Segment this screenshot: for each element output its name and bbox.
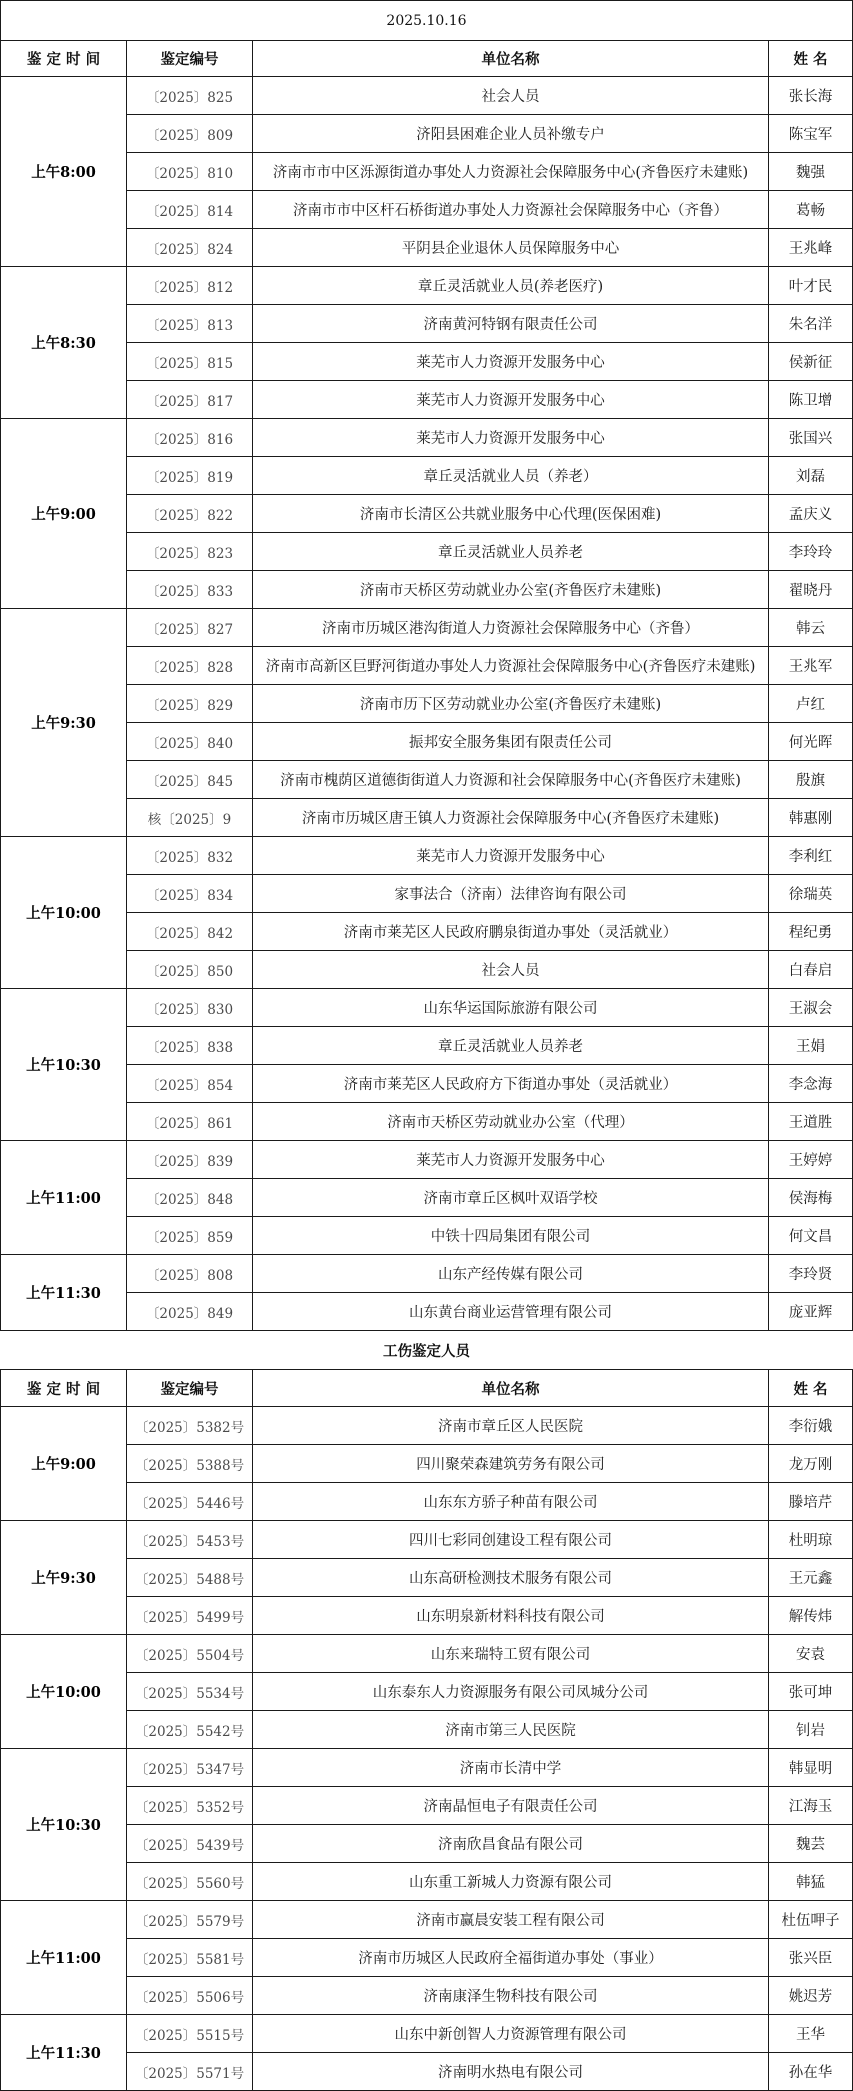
person-name: 魏强 (769, 153, 853, 191)
unit-name: 山东黄台商业运营管理有限公司 (253, 1293, 769, 1331)
unit-name: 济南市槐荫区道德街街道人力资源和社会保障服务中心(齐鲁医疗未建账) (253, 761, 769, 799)
appraisal-number: 〔2025〕5499号 (127, 1597, 253, 1635)
appraisal-number: 〔2025〕5542号 (127, 1711, 253, 1749)
person-name: 孟庆义 (769, 495, 853, 533)
unit-name: 山东来瑞特工贸有限公司 (253, 1635, 769, 1673)
appraisal-number: 〔2025〕832 (127, 837, 253, 875)
appraisal-number: 〔2025〕850 (127, 951, 253, 989)
unit-name: 四川聚荣森建筑劳务有限公司 (253, 1445, 769, 1483)
person-name: 王元鑫 (769, 1559, 853, 1597)
appraisal-number: 〔2025〕845 (127, 761, 253, 799)
appraisal-number: 〔2025〕849 (127, 1293, 253, 1331)
unit-name: 章丘灵活就业人员养老 (253, 1027, 769, 1065)
unit-name: 济南市赢晨安装工程有限公司 (253, 1901, 769, 1939)
appraisal-number: 〔2025〕5382号 (127, 1407, 253, 1445)
person-name: 李玲贤 (769, 1255, 853, 1293)
work-injury-appraisal-table (0, 1369, 853, 2091)
header-code: 鉴定编号 (127, 1370, 253, 1407)
person-name: 陈宝军 (769, 115, 853, 153)
time-slot: 上午9:30 (1, 1521, 127, 1635)
unit-name: 济南明水热电有限公司 (253, 2053, 769, 2091)
appraisal-number: 〔2025〕822 (127, 495, 253, 533)
appraisal-number: 〔2025〕808 (127, 1255, 253, 1293)
unit-name: 济南黄河特钢有限责任公司 (253, 305, 769, 343)
unit-name: 济南市高新区巨野河街道办事处人力资源社会保障服务中心(齐鲁医疗未建账) (253, 647, 769, 685)
unit-name: 莱芜市人力资源开发服务中心 (253, 837, 769, 875)
appraisal-number: 〔2025〕838 (127, 1027, 253, 1065)
schedule-date: 2025.10.16 (1, 1, 853, 41)
person-name: 叶才民 (769, 267, 853, 305)
person-name: 卢红 (769, 685, 853, 723)
unit-name: 章丘灵活就业人员(养老医疗) (253, 267, 769, 305)
unit-name: 济南欣昌食品有限公司 (253, 1825, 769, 1863)
person-name: 王兆峰 (769, 229, 853, 267)
person-name: 陈卫增 (769, 381, 853, 419)
unit-name: 平阴县企业退休人员保障服务中心 (253, 229, 769, 267)
appraisal-number: 〔2025〕5388号 (127, 1445, 253, 1483)
appraisal-number: 〔2025〕833 (127, 571, 253, 609)
person-name: 杜伍呷子 (769, 1901, 853, 1939)
appraisal-number: 〔2025〕5347号 (127, 1749, 253, 1787)
person-name: 李利红 (769, 837, 853, 875)
person-name: 张国兴 (769, 419, 853, 457)
person-name: 安袁 (769, 1635, 853, 1673)
time-slot: 上午11:30 (1, 2015, 127, 2091)
person-name: 解传炜 (769, 1597, 853, 1635)
appraisal-number: 〔2025〕816 (127, 419, 253, 457)
header-code: 鉴定编号 (127, 41, 253, 77)
unit-name: 山东华运国际旅游有限公司 (253, 989, 769, 1027)
person-name: 侯海梅 (769, 1179, 853, 1217)
unit-name: 社会人员 (253, 951, 769, 989)
person-name: 殷旗 (769, 761, 853, 799)
appraisal-number: 〔2025〕829 (127, 685, 253, 723)
appraisal-number: 〔2025〕5446号 (127, 1483, 253, 1521)
unit-name: 济南市莱芜区人民政府方下街道办事处（灵活就业） (253, 1065, 769, 1103)
appraisal-number: 〔2025〕5439号 (127, 1825, 253, 1863)
appraisal-number: 〔2025〕839 (127, 1141, 253, 1179)
unit-name: 济南市章丘区人民医院 (253, 1407, 769, 1445)
appraisal-number: 〔2025〕830 (127, 989, 253, 1027)
unit-name: 四川七彩同创建设工程有限公司 (253, 1521, 769, 1559)
unit-name: 山东中新创智人力资源管理有限公司 (253, 2015, 769, 2053)
person-name: 韩猛 (769, 1863, 853, 1901)
person-name: 江海玉 (769, 1787, 853, 1825)
unit-name: 济阳县困难企业人员补缴专户 (253, 115, 769, 153)
time-slot: 上午8:30 (1, 267, 127, 419)
appraisal-number: 〔2025〕854 (127, 1065, 253, 1103)
time-slot: 上午10:30 (1, 989, 127, 1141)
person-name: 徐瑞英 (769, 875, 853, 913)
unit-name: 莱芜市人力资源开发服务中心 (253, 1141, 769, 1179)
unit-name: 济南市长清中学 (253, 1749, 769, 1787)
person-name: 程纪勇 (769, 913, 853, 951)
person-name: 张长海 (769, 77, 853, 115)
person-name: 魏芸 (769, 1825, 853, 1863)
unit-name: 山东高研检测技术服务有限公司 (253, 1559, 769, 1597)
appraisal-number: 〔2025〕824 (127, 229, 253, 267)
appraisal-number: 〔2025〕817 (127, 381, 253, 419)
person-name: 刘磊 (769, 457, 853, 495)
appraisal-number: 〔2025〕5453号 (127, 1521, 253, 1559)
appraisal-number: 〔2025〕827 (127, 609, 253, 647)
person-name: 王娟 (769, 1027, 853, 1065)
person-name: 孙在华 (769, 2053, 853, 2091)
unit-name: 济南市历城区唐王镇人力资源社会保障服务中心(齐鲁医疗未建账) (253, 799, 769, 837)
appraisal-number: 〔2025〕809 (127, 115, 253, 153)
appraisal-number: 〔2025〕848 (127, 1179, 253, 1217)
appraisal-number: 〔2025〕823 (127, 533, 253, 571)
time-slot: 上午10:30 (1, 1749, 127, 1901)
unit-name: 社会人员 (253, 77, 769, 115)
person-name: 龙万刚 (769, 1445, 853, 1483)
time-slot: 上午11:00 (1, 1901, 127, 2015)
appraisal-number: 〔2025〕828 (127, 647, 253, 685)
appraisal-number: 〔2025〕5581号 (127, 1939, 253, 1977)
unit-name: 章丘灵活就业人员（养老） (253, 457, 769, 495)
appraisal-number: 〔2025〕840 (127, 723, 253, 761)
unit-name: 山东产经传媒有限公司 (253, 1255, 769, 1293)
time-slot: 上午9:30 (1, 609, 127, 837)
person-name: 张兴臣 (769, 1939, 853, 1977)
appraisal-number: 〔2025〕812 (127, 267, 253, 305)
section-title-work-injury: 工伤鉴定人员 (383, 1342, 470, 1360)
person-name: 韩云 (769, 609, 853, 647)
unit-name: 济南市历城区人民政府全福街道办事处（事业） (253, 1939, 769, 1977)
time-slot: 上午10:00 (1, 1635, 127, 1749)
header-unit: 单位名称 (253, 41, 769, 77)
person-name: 朱名洋 (769, 305, 853, 343)
header-name: 姓 名 (769, 1370, 853, 1407)
appraisal-number: 〔2025〕810 (127, 153, 253, 191)
header-time: 鉴 定 时 间 (1, 41, 127, 77)
unit-name: 济南市市中区杆石桥街道办事处人力资源社会保障服务中心（齐鲁） (253, 191, 769, 229)
appraisal-number: 〔2025〕861 (127, 1103, 253, 1141)
appraisal-number: 〔2025〕834 (127, 875, 253, 913)
person-name: 王婷婷 (769, 1141, 853, 1179)
person-name: 何文昌 (769, 1217, 853, 1255)
person-name: 王道胜 (769, 1103, 853, 1141)
person-name: 王兆军 (769, 647, 853, 685)
unit-name: 山东东方骄子种苗有限公司 (253, 1483, 769, 1521)
unit-name: 济南市莱芜区人民政府鹏泉街道办事处（灵活就业） (253, 913, 769, 951)
unit-name: 中铁十四局集团有限公司 (253, 1217, 769, 1255)
unit-name: 莱芜市人力资源开发服务中心 (253, 381, 769, 419)
unit-name: 济南市天桥区劳动就业办公室（代理） (253, 1103, 769, 1141)
appraisal-number: 〔2025〕859 (127, 1217, 253, 1255)
time-slot: 上午9:00 (1, 419, 127, 609)
unit-name: 济南市市中区泺源街道办事处人力资源社会保障服务中心(齐鲁医疗未建账) (253, 153, 769, 191)
unit-name: 济南市第三人民医院 (253, 1711, 769, 1749)
appraisal-number: 〔2025〕5515号 (127, 2015, 253, 2053)
person-name: 李衍娥 (769, 1407, 853, 1445)
person-name: 张可坤 (769, 1673, 853, 1711)
unit-name: 山东重工新城人力资源有限公司 (253, 1863, 769, 1901)
person-name: 白春启 (769, 951, 853, 989)
appraisal-number: 〔2025〕5352号 (127, 1787, 253, 1825)
person-name: 李念海 (769, 1065, 853, 1103)
person-name: 李玲玲 (769, 533, 853, 571)
appraisal-number: 〔2025〕825 (127, 77, 253, 115)
appraisal-number: 〔2025〕813 (127, 305, 253, 343)
appraisal-number: 核〔2025〕9 (127, 799, 253, 837)
unit-name: 济南市历下区劳动就业办公室(齐鲁医疗未建账) (253, 685, 769, 723)
person-name: 姚迟芳 (769, 1977, 853, 2015)
appraisal-number: 〔2025〕5488号 (127, 1559, 253, 1597)
person-name: 钊岩 (769, 1711, 853, 1749)
appraisal-number: 〔2025〕5506号 (127, 1977, 253, 2015)
unit-name: 振邦安全服务集团有限责任公司 (253, 723, 769, 761)
person-name: 杜明琼 (769, 1521, 853, 1559)
appraisal-number: 〔2025〕819 (127, 457, 253, 495)
appraisal-number: 〔2025〕814 (127, 191, 253, 229)
time-slot: 上午9:00 (1, 1407, 127, 1521)
person-name: 韩显明 (769, 1749, 853, 1787)
person-name: 葛畅 (769, 191, 853, 229)
appraisal-number: 〔2025〕842 (127, 913, 253, 951)
unit-name: 济南康泽生物科技有限公司 (253, 1977, 769, 2015)
appraisal-number: 〔2025〕5579号 (127, 1901, 253, 1939)
person-name: 何光晖 (769, 723, 853, 761)
appraisal-number: 〔2025〕5560号 (127, 1863, 253, 1901)
unit-name: 济南市长清区公共就业服务中心代理(医保困难) (253, 495, 769, 533)
unit-name: 济南晶恒电子有限责任公司 (253, 1787, 769, 1825)
header-unit: 单位名称 (253, 1370, 769, 1407)
person-name: 王淑会 (769, 989, 853, 1027)
time-slot: 上午11:30 (1, 1255, 127, 1331)
appraisal-number: 〔2025〕815 (127, 343, 253, 381)
appraisal-number: 〔2025〕5504号 (127, 1635, 253, 1673)
person-name: 翟晓丹 (769, 571, 853, 609)
time-slot: 上午10:00 (1, 837, 127, 989)
unit-name: 家事法合（济南）法律咨询有限公司 (253, 875, 769, 913)
header-time: 鉴 定 时 间 (1, 1370, 127, 1407)
person-name: 王华 (769, 2015, 853, 2053)
unit-name: 莱芜市人力资源开发服务中心 (253, 419, 769, 457)
person-name: 滕培芹 (769, 1483, 853, 1521)
header-name: 姓 名 (769, 41, 853, 77)
time-slot: 上午11:00 (1, 1141, 127, 1255)
person-name: 庞亚辉 (769, 1293, 853, 1331)
unit-name: 山东泰东人力资源服务有限公司凤城分公司 (253, 1673, 769, 1711)
unit-name: 济南市天桥区劳动就业办公室(齐鲁医疗未建账) (253, 571, 769, 609)
person-name: 韩惠刚 (769, 799, 853, 837)
unit-name: 章丘灵活就业人员养老 (253, 533, 769, 571)
time-slot: 上午8:00 (1, 77, 127, 267)
unit-name: 济南市历城区港沟街道人力资源社会保障服务中心（齐鲁） (253, 609, 769, 647)
unit-name: 山东明泉新材料科技有限公司 (253, 1597, 769, 1635)
appraisal-number: 〔2025〕5534号 (127, 1673, 253, 1711)
unit-name: 莱芜市人力资源开发服务中心 (253, 343, 769, 381)
unit-name: 济南市章丘区枫叶双语学校 (253, 1179, 769, 1217)
person-name: 侯新征 (769, 343, 853, 381)
appraisal-number: 〔2025〕5571号 (127, 2053, 253, 2091)
